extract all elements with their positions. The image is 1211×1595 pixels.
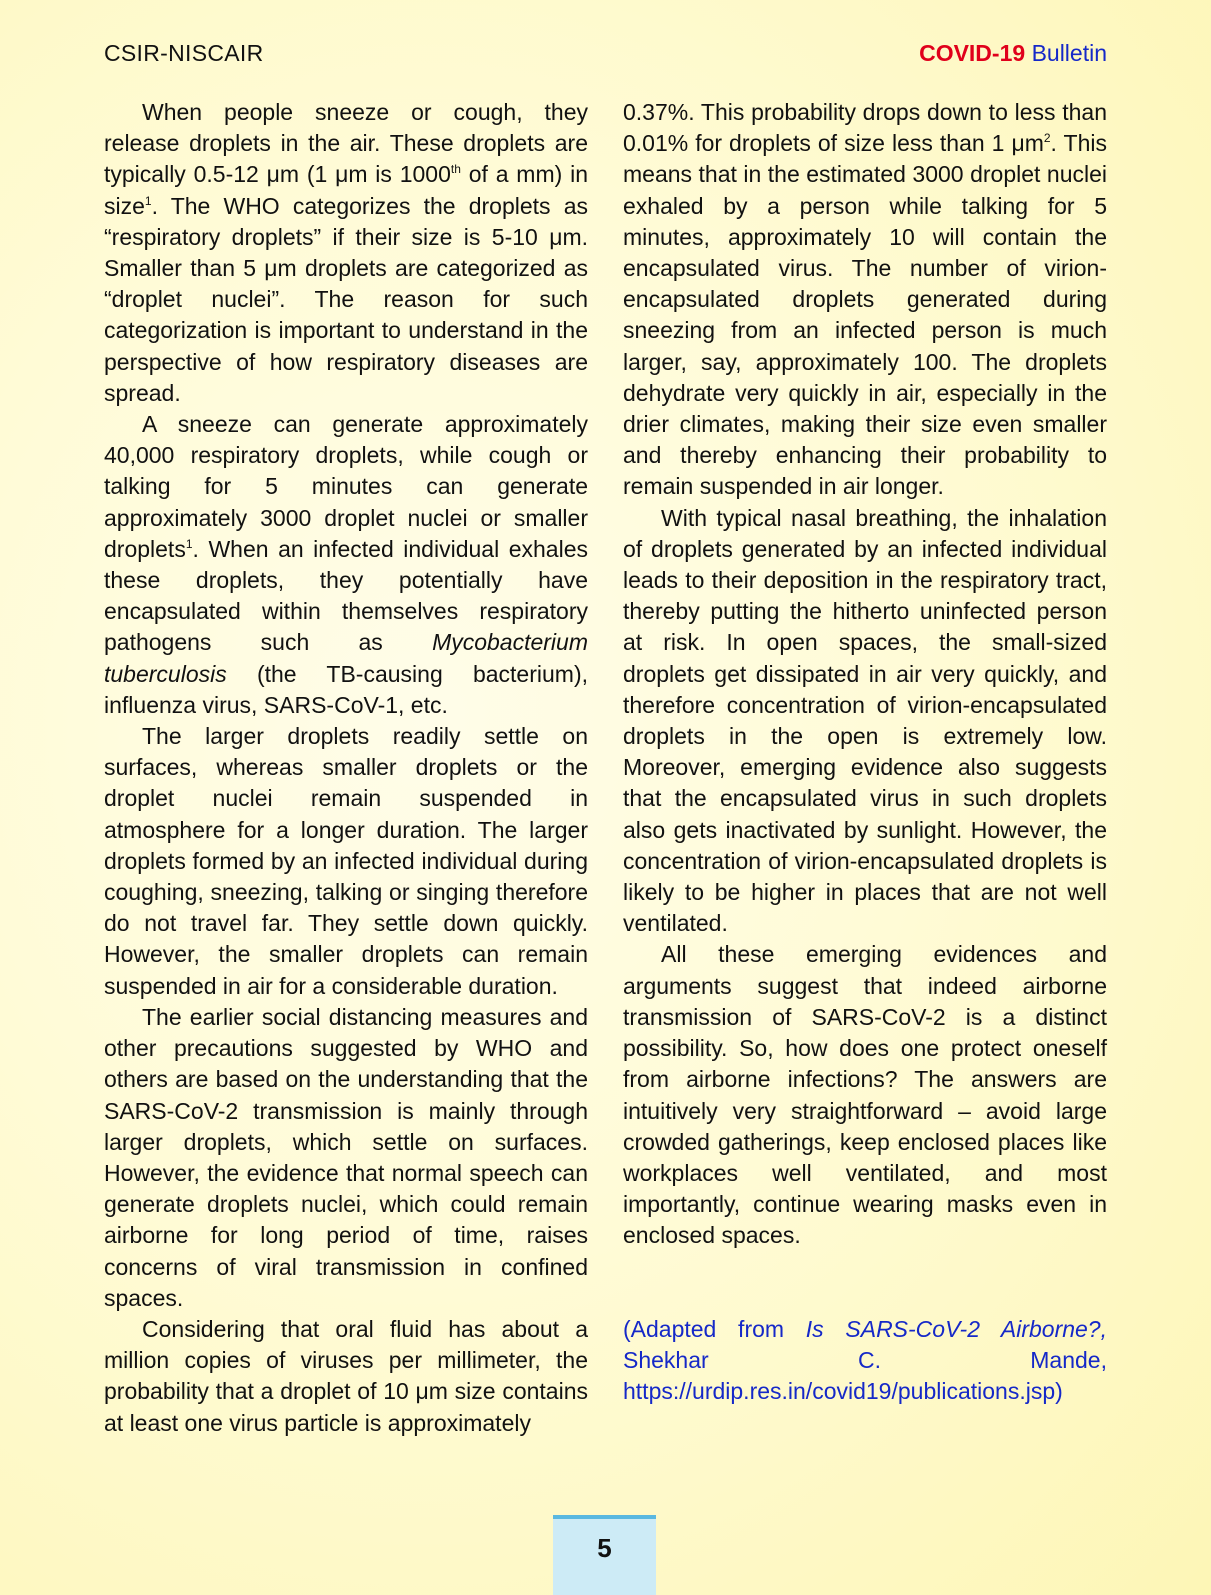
page-number-box [553,1515,656,1595]
page-number: 5 [597,1533,612,1563]
source-credit: (Adapted from Is SARS-CoV-2 Airborne?, Shekhar C. Mande, https://urdip.res.in/covid19/publications.jsp) [623,1315,1107,1404]
publisher-name: CSIR-NISCAIR [104,40,264,66]
paragraph: All these emerging evidences and arguments suggest that indeed airborne transmission of SARS-CoV-2 is a distinct possibility. So, how does one protect oneself from airborne infections? The answers are intuitively very straightforward – avoid large crowded gatherings, keep enclosed places like workplaces well ventilated, and most importantly, continue wearing masks even in enclosed spaces. [623,941,1107,1249]
paragraph: The larger droplets readily settle on surfaces, whereas smaller droplets or the droplet nuclei remain suspended in atmosphere for a longer duration. The larger droplets formed by an infected individual during coughing, sneezing, talking or singing therefore do not travel far. They settle down quickly. However, the smaller droplets can remain suspended in air for a considerable duration. [104,723,588,999]
paragraph: With typical nasal breathing, the inhalation of droplets generated by an infected individual leads to their deposition in the respiratory tract, thereby putting the hitherto uninfected person at risk. In open spaces, the small-sized droplets get dissipated in air very quickly, and therefore concentration of virion-encapsulated droplets in the open is extremely low. Moreover, emerging evidence also suggests that the encapsulated virus in such droplets also gets inactivated by sunlight. However, the concentration of virion-encapsulated droplets is likely to be higher in places that are not well ventilated. [623,504,1107,937]
bulletin-title-suffix: Bulletin [1031,40,1107,66]
page-header [104,40,1107,74]
paragraph: The earlier social distancing measures and other precautions suggested by WHO and others are based on the understanding that the SARS-CoV-2 transmission is mainly through larger droplets, which settle on surfaces. However, the evidence that normal speech can generate droplets nuclei, which could remain airborne for long period of time, raises concerns of viral transmission in confined spaces. [104,1003,588,1311]
left-column [104,97,588,1439]
paragraph: 0.37%. This probability drops down to less than 0.01% for droplets of size less than 1 $\mu m^2$. This means that in the estimated 3000 droplet nuclei exhaled by a person while talking for 5 minutes, approximately 10 will contain the encapsulated virus. The number of virion-encapsulated droplets generated during sneezing from an infected person is much larger, say, approximately 100. The droplets dehydrate very quickly in air, especially in the drier climates, making their size even smaller and thereby enhancing their probability to remain suspended in air longer. [623,99,1107,500]
spacer [623,1252,1107,1314]
paragraph: When people sneeze or cough, they release droplets in the air. These droplets are typically 0.5-12 μm (1 μm is 1000th of a mm) in size$^1$. The WHO categorizes the droplets as “respiratory droplets” if their size is 5-10 μm. Smaller than 5 μm droplets are categorized as “droplet nuclei”. The reason for such categorization is important to understand in the perspective of how respiratory diseases are spread. [104,99,588,406]
paragraph: Considering that oral fluid has about a million copies of viruses per millimeter, the probability that a droplet of 10 μm size contains at least one virus particle is approximately [104,1315,588,1436]
bulletin-title [919,40,1107,67]
bulletin-title-covid: COVID-19 [919,40,1026,66]
paragraph: A sneeze can generate approximately 40,000 respiratory droplets, while cough or talking for 5 minutes can generate approximately 3000 droplet nuclei or smaller droplets$^1$. When an infected individual exhales these droplets, they potentially have encapsulated within themselves respiratory pathogens such as Mycobacterium tuberculosis (the TB-causing bacterium), influenza virus, SARS-CoV-1, etc. [104,411,588,718]
right-column [623,97,1107,1407]
